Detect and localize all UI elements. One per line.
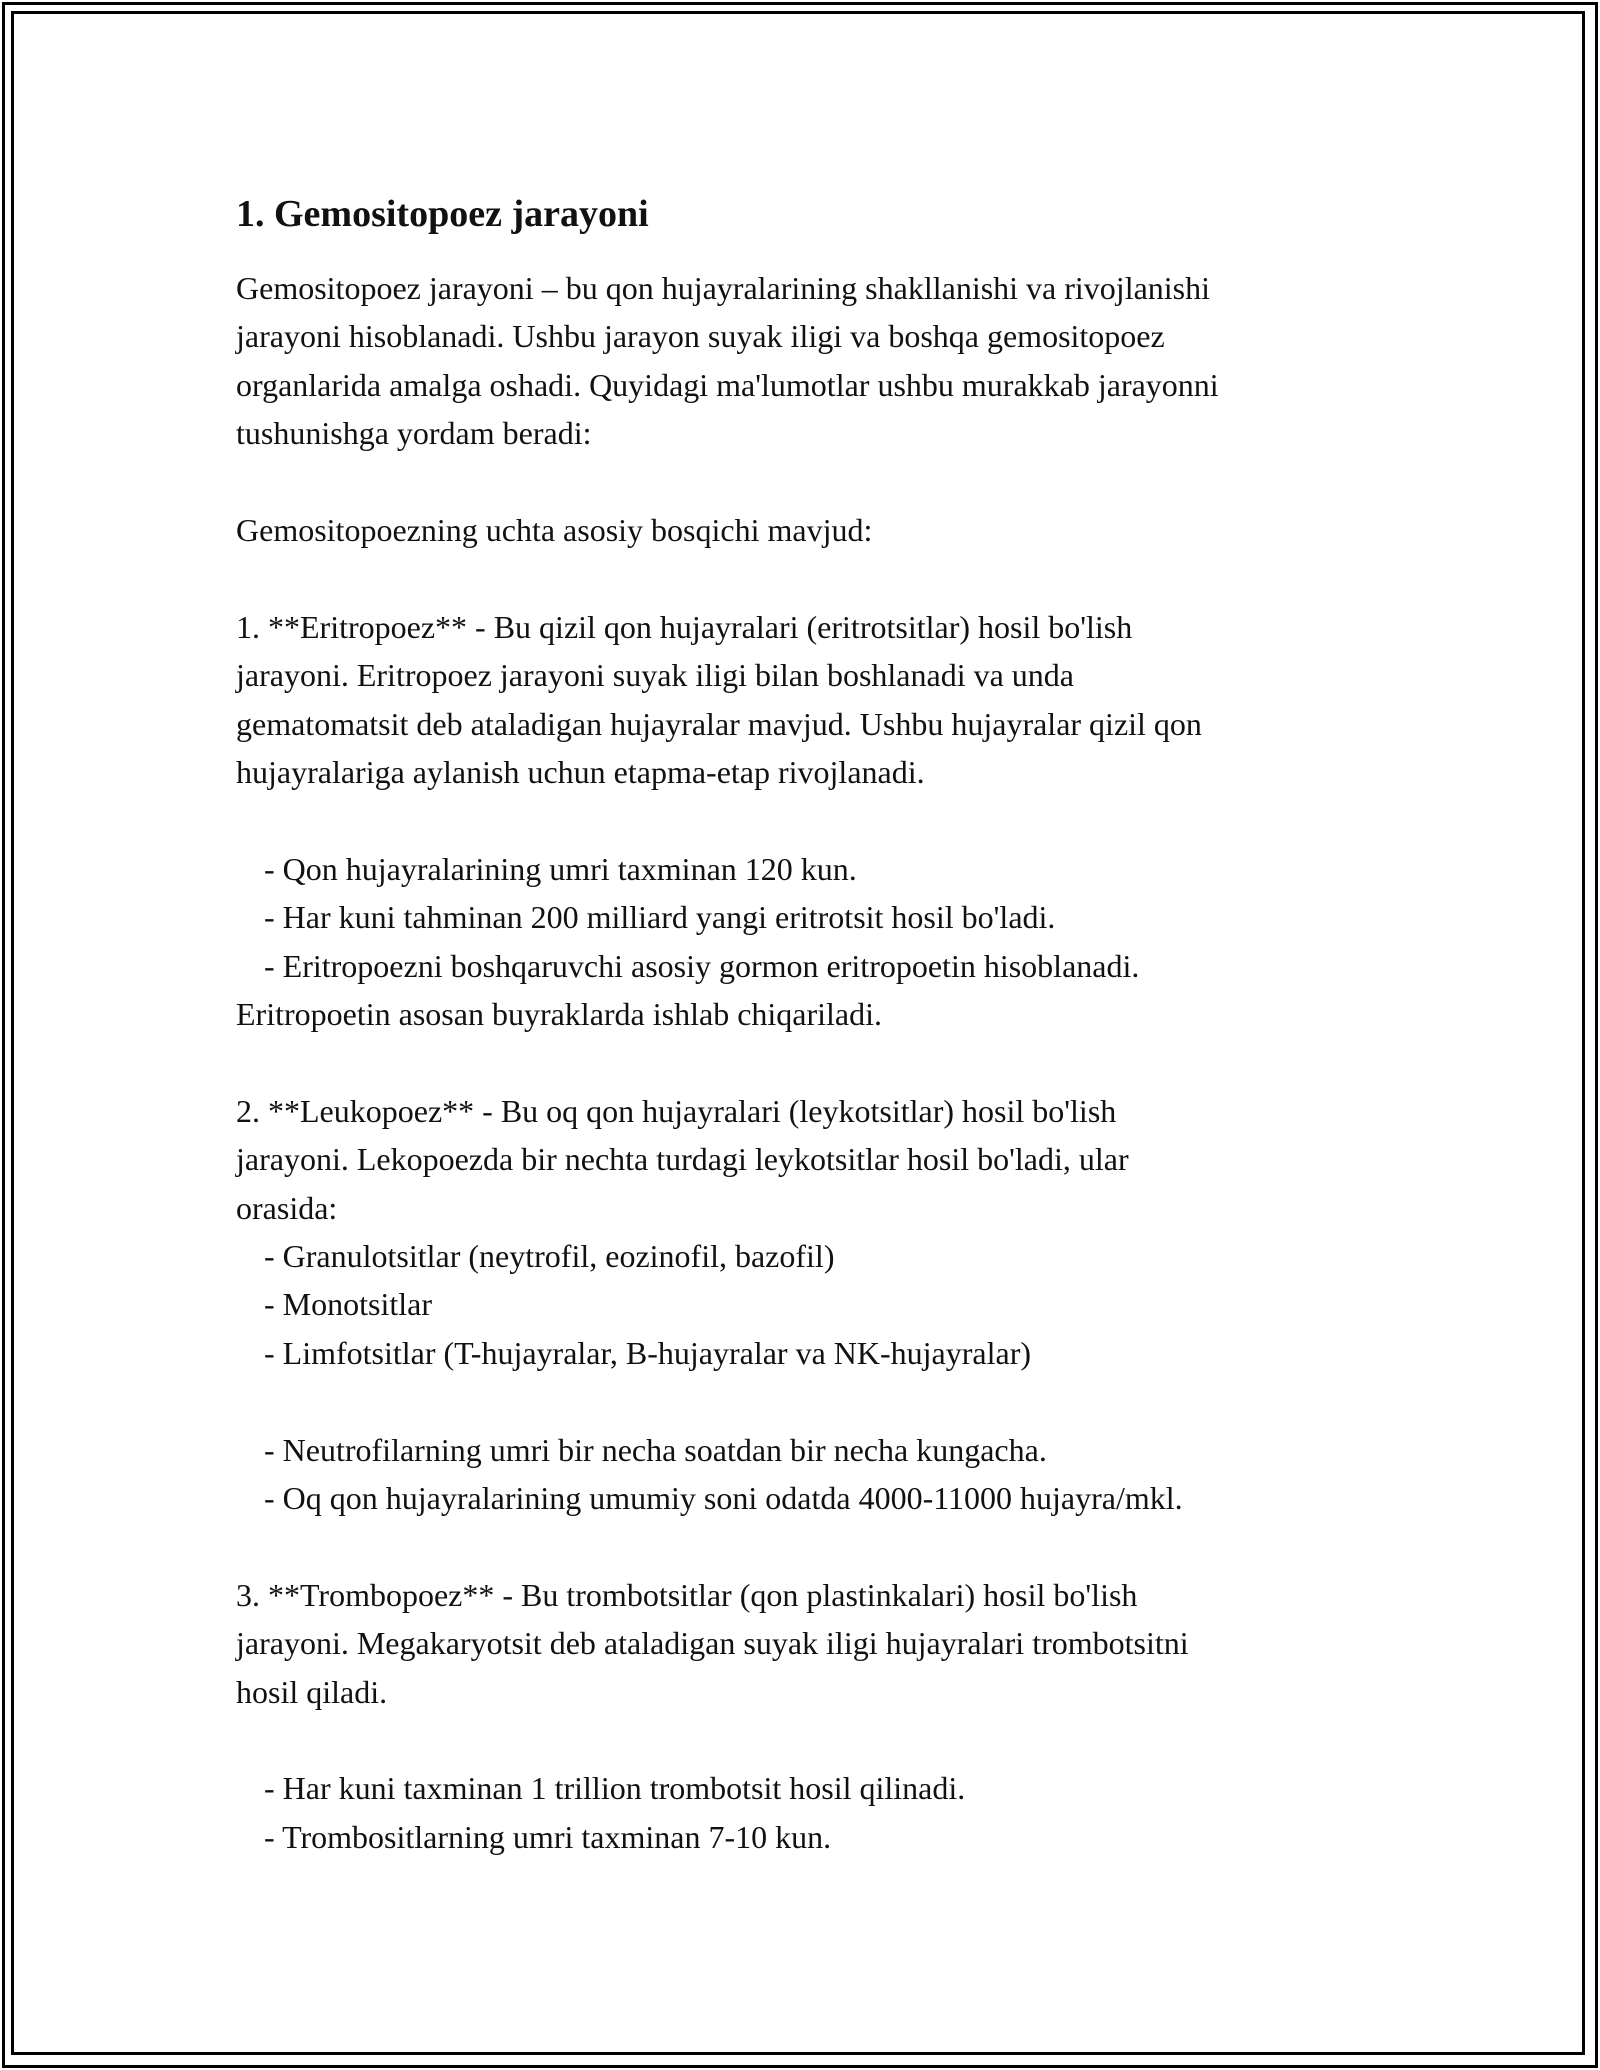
spacer — [236, 458, 1376, 506]
stages-intro: Gemositopoezning uchta asosiy bosqichi mavjud: — [236, 512, 873, 549]
intro-line: tushunishga yordam beradi: — [236, 415, 592, 452]
spacer — [236, 1377, 1376, 1425]
trombopoez-bullet: - Har kuni taxminan 1 trillion trombotsit hosil qilinadi. — [264, 1770, 966, 1807]
trombopoez-line: 3. **Trombopoez** - Bu trombotsitlar (qon plastinkalari) hosil bo'lish — [236, 1576, 1138, 1613]
eritropoez-line: 1. **Eritropoez** - Bu qizil qon hujayralari (eritrotsitlar) hosil bo'lish — [236, 608, 1133, 645]
intro-line: Gemositopoez jarayoni – bu qon hujayralarining shakllanishi va rivojlanishi — [236, 270, 1211, 306]
spacer — [236, 796, 1376, 844]
eritropoez-line: hujayralariga aylanish uchun etapma-etap rivojlanadi. — [236, 754, 925, 791]
leukopoez-line: orasida: — [236, 1189, 338, 1226]
intro-line: organlarida amalga oshadi. Quyidagi ma'lumotlar ushbu murakkab jarayonni — [236, 366, 1219, 403]
spacer — [236, 554, 1376, 602]
eritropoez-tail: Eritropoetin asosan buyraklarda ishlab chiqariladi. — [236, 996, 883, 1033]
trombopoez-line: jarayoni. Megakaryotsit deb ataladigan suyak iligi hujayralari trombotsitni — [236, 1625, 1189, 1662]
leukopoez-line: jarayoni. Lekopoezda bir nechta turdagi leykotsitlar hosil bo'ladi, ular — [236, 1141, 1129, 1178]
leukocyte-type: - Granulotsitlar (neytrofil, eozinofil, bazofil) — [264, 1238, 835, 1275]
trombopoez-line: hosil qiladi. — [236, 1673, 388, 1710]
spacer — [236, 1038, 1376, 1086]
eritropoez-line: gematomatsit deb ataladigan hujayralar mavjud. Ushbu hujayralar qizil qon — [236, 705, 1202, 742]
document-body — [236, 188, 1376, 1861]
eritropoez-line: jarayoni. Eritropoez jarayoni suyak iligi bilan boshlanadi va unda — [236, 657, 1074, 694]
trombopoez-bullet: - Trombositlarning umri taxminan 7-10 kun. — [264, 1818, 832, 1855]
leukocyte-type: - Limfotsitlar (T-hujayralar, B-hujayralar va NK-hujayralar) — [264, 1334, 1031, 1371]
leukopoez-fact: - Oq qon hujayralarining umumiy soni odatda 4000-11000 hujayra/mkl. — [264, 1480, 1183, 1517]
eritropoez-bullet: - Har kuni tahminan 200 milliard yangi eritrotsit hosil bo'ladi. — [264, 899, 1056, 936]
spacer — [236, 1716, 1376, 1764]
eritropoez-bullet: - Qon hujayralarining umri taxminan 120 kun. — [264, 850, 857, 887]
intro-line: jarayoni hisoblanadi. Ushbu jarayon suyak iligi va boshqa gemositopoez — [236, 318, 1165, 355]
leukopoez-line: 2. **Leukopoez** - Bu oq qon hujayralari (leykotsitlar) hosil bo'lish — [236, 1092, 1117, 1129]
leukopoez-fact: - Neutrofilarning umri bir necha soatdan bir necha kungacha. — [264, 1431, 1047, 1468]
leukocyte-type: - Monotsitlar — [264, 1286, 432, 1323]
spacer — [236, 1522, 1376, 1570]
document-heading: 1. Gemositopoez jarayoni — [236, 193, 649, 235]
eritropoez-bullet: - Eritropoezni boshqaruvchi asosiy gormon eritropoetin hisoblanadi. — [264, 947, 1140, 984]
